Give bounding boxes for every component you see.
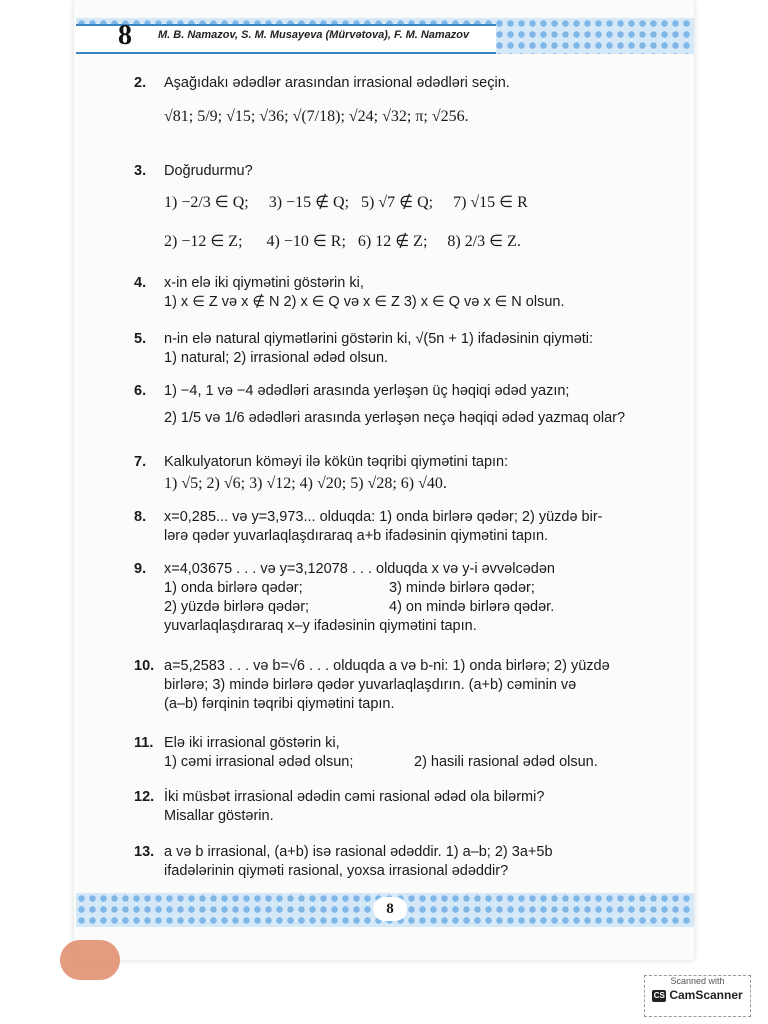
problem-math: 1) −2/3 ∈ Q; 3) −15 ∉ Q; 5) √7 ∉ Q; 7) √15 ∈ R	[164, 194, 528, 211]
footer-page-number: 8	[373, 897, 407, 921]
problem-text: 1) onda birlərə qədər;	[164, 580, 303, 596]
problem-text: 3) mində birlərə qədər;	[389, 580, 535, 596]
problem-math: 1) √5; 2) √6; 3) √12; 4) √20; 5) √28; 6) √40.	[164, 475, 447, 492]
problem-text: a və b irrasional, (a+b) isə rasional ədəddir. 1) a–b; 2) 3a+5b	[164, 844, 553, 860]
problem-text: lərə qədər yuvarlaqlaşdıraraq a+b ifadəsinin qiymətini tapın.	[164, 528, 549, 544]
problem-number: 13.	[134, 844, 155, 860]
problem-number: 8.	[134, 509, 147, 525]
problem-text: Doğrudurmu?	[164, 163, 253, 179]
problem-text: 2) hasili rasional ədəd olsun.	[414, 754, 598, 770]
problem-text: Elə iki irrasional göstərin ki,	[164, 735, 340, 751]
problem-text: Kalkulyatorun köməyi ilə kökün təqribi qiymətini tapın:	[164, 454, 509, 470]
header-authors: M. B. Namazov, S. M. Musayeva (Mürvətova), F. M. Namazov	[158, 29, 470, 41]
problem-text: yuvarlaqlaşdıraraq x–y ifadəsinin qiymətini tapın.	[164, 618, 477, 634]
problem-number: 11.	[134, 735, 154, 751]
problem-text: Misallar göstərin.	[164, 808, 274, 824]
problem-number: 2.	[134, 75, 147, 91]
problem-number: 10.	[134, 658, 155, 674]
margin	[0, 0, 74, 1024]
problem-text: a=5,2583 . . . və b=√6 . . . olduqda a və b-ni: 1) onda birlərə; 2) yüzdə	[164, 658, 610, 674]
problem-text: 4) on mində birlərə qədər.	[389, 599, 555, 615]
problem-number: 9.	[134, 561, 147, 577]
problem-text: x-in elə iki qiymətini göstərin ki,	[164, 275, 364, 291]
problem-number: 3.	[134, 163, 147, 179]
camscanner-watermark	[644, 975, 751, 1017]
problem-math: 2) −12 ∈ Z; 4) −10 ∈ R; 6) 12 ∉ Z; 8) 2/3 ∈ Z.	[164, 233, 521, 250]
camscanner-icon: CS	[653, 990, 665, 1000]
problem-number: 12.	[134, 789, 155, 805]
problem-number: 4.	[134, 275, 147, 291]
problem-text: 1) −4, 1 və −4 ədədləri arasında yerləşən üç həqiqi ədəd yazın;	[164, 383, 570, 399]
problem-text: ifadələrinin qiyməti rasional, yoxsa irrasional ədəddir?	[164, 863, 509, 879]
problem-number: 7.	[134, 454, 147, 470]
problem-text: 1) x ∈ Z və x ∉ N 2) x ∈ Q və x ∈ Z 3) x ∈ Q və x ∈ N olsun.	[164, 294, 565, 310]
watermark-line: Scanned with	[670, 976, 725, 986]
problem-text: x=0,285... və y=3,973... olduqda: 1) onda birlərə qədər; 2) yüzdə bir-	[164, 509, 603, 525]
problem-text: 1) cəmi irrasional ədəd olsun;	[164, 754, 354, 770]
problem-number: 5.	[134, 331, 147, 347]
header-page-number: 8	[118, 20, 132, 51]
watermark-brand: CamScanner	[669, 988, 743, 1002]
watermark-brand-row	[645, 988, 750, 1002]
problem-math: √81; 5/9; √15; √36; √(7/18); √24; √32; π; √256.	[164, 108, 469, 125]
problem-text: x=4,03675 . . . və y=3,12078 . . . olduqda x və y-i əvvəlcədən	[164, 561, 555, 577]
problem-text: (a–b) fərqinin təqribi qiymətini tapın.	[164, 696, 395, 712]
problem-text: birlərə; 3) mində birlərə qədər yuvarlaqlaşdırın. (a+b) cəminin və	[164, 677, 577, 693]
problem-text: 1) natural; 2) irrasional ədəd olsun.	[164, 350, 389, 366]
problem-text: Aşağıdakı ədədlər arasından irrasional ədədləri seçin.	[164, 75, 510, 91]
problem-number: 6.	[134, 383, 147, 399]
problem-text: n-in elə natural qiymətlərini göstərin ki, √(5n + 1) ifadəsinin qiyməti:	[164, 331, 594, 347]
finger-shadow	[60, 940, 120, 980]
problem-text: 2) 1/5 və 1/6 ədədləri arasında yerləşən neçə həqiqi ədəd yazmaq olar?	[164, 410, 626, 426]
problem-text: 2) yüzdə birlərə qədər;	[164, 599, 310, 615]
problem-text: İki müsbət irrasional ədədin cəmi rasional ədəd ola bilərmi?	[164, 789, 545, 805]
